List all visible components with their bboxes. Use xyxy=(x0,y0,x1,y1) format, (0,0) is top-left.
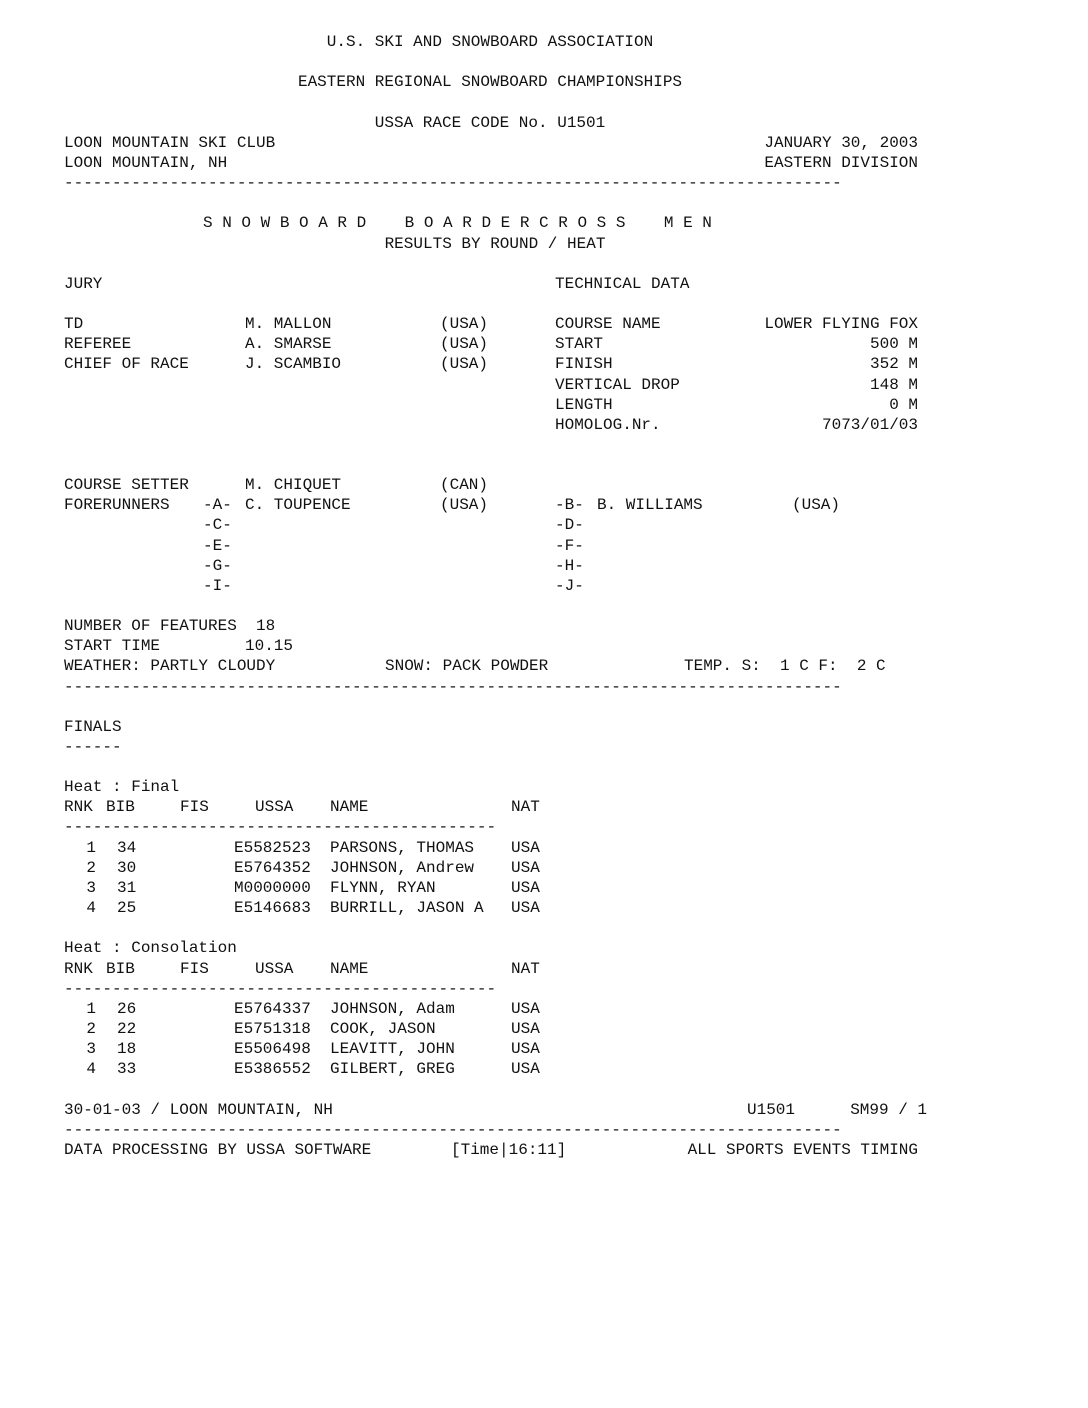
footer-rule: --------------------------------------------------------------------------------- xyxy=(64,1121,842,1139)
result-rank: 3 xyxy=(86,1040,96,1058)
result-bib: 18 xyxy=(117,1040,137,1058)
table-rule: --------------------------------------------- xyxy=(64,980,497,998)
forerunner-name: C. TOUPENCE xyxy=(245,496,351,514)
club-name: LOON MOUNTAIN SKI CLUB xyxy=(64,134,276,152)
jury-nat: (USA) xyxy=(440,315,489,333)
snow: SNOW: PACK POWDER xyxy=(385,657,549,675)
result-ussa: E5764337 xyxy=(234,1000,311,1018)
col-fis: FIS xyxy=(180,960,209,978)
technical-heading: TECHNICAL DATA xyxy=(555,275,690,293)
forerunner-nat: (USA) xyxy=(792,496,841,514)
tech-value: 352 M xyxy=(869,355,918,373)
result-name: JOHNSON, Andrew xyxy=(330,859,475,877)
forerunner-code: -G- xyxy=(203,557,232,575)
forerunner-code: -H- xyxy=(555,557,584,575)
result-nat: USA xyxy=(511,1040,540,1058)
tech-label: START xyxy=(555,335,604,353)
result-name: FLYNN, RYAN xyxy=(330,879,436,897)
col-rnk: RNK xyxy=(64,798,93,816)
club-location: LOON MOUNTAIN, NH xyxy=(64,154,228,172)
division: EASTERN DIVISION xyxy=(764,154,918,172)
forerunner-code: -B- xyxy=(555,496,584,514)
forerunner-code: -I- xyxy=(203,577,232,595)
result-name: LEAVITT, JOHN xyxy=(330,1040,455,1058)
col-fis: FIS xyxy=(180,798,209,816)
tech-label: FINISH xyxy=(555,355,613,373)
jury-name: A. SMARSE xyxy=(245,335,332,353)
result-ussa: E5751318 xyxy=(234,1020,311,1038)
result-bib: 30 xyxy=(117,859,137,877)
col-rnk: RNK xyxy=(64,960,93,978)
result-nat: USA xyxy=(511,839,540,857)
discipline-title: S N O W B O A R D B O A R D E R C R O S S M E N xyxy=(203,214,712,232)
result-rank: 1 xyxy=(86,1000,96,1018)
result-name: GILBERT, GREG xyxy=(330,1060,455,1078)
temperature: TEMP. S: 1 C F: 2 C xyxy=(684,657,886,675)
result-bib: 25 xyxy=(117,899,137,917)
result-nat: USA xyxy=(511,1000,540,1018)
forerunner-code: -D- xyxy=(555,516,584,534)
result-bib: 33 xyxy=(117,1060,137,1078)
tech-label: VERTICAL DROP xyxy=(555,376,680,394)
result-name: BURRILL, JASON A xyxy=(330,899,484,917)
tech-label: LENGTH xyxy=(555,396,613,414)
forerunner-code: -J- xyxy=(555,577,584,595)
col-ussa: USSA xyxy=(255,960,294,978)
tech-value: 7073/01/03 xyxy=(821,416,918,434)
result-name: PARSONS, THOMAS xyxy=(330,839,475,857)
footer-timing: ALL SPORTS EVENTS TIMING xyxy=(687,1141,918,1159)
weather: WEATHER: PARTLY CLOUDY xyxy=(64,657,276,675)
footer-race-code: U1501 xyxy=(747,1101,796,1119)
result-bib: 31 xyxy=(117,879,137,897)
course-setter-label: COURSE SETTER xyxy=(64,476,189,494)
col-ussa: USSA xyxy=(255,798,294,816)
result-nat: USA xyxy=(511,899,540,917)
result-ussa: E5764352 xyxy=(234,859,311,877)
results-subtitle: RESULTS BY ROUND / HEAT xyxy=(384,235,606,253)
jury-nat: (USA) xyxy=(440,335,489,353)
header-rule: --------------------------------------------------------------------------------- xyxy=(64,174,842,192)
result-nat: USA xyxy=(511,1060,540,1078)
tech-value: LOWER FLYING FOX xyxy=(764,315,918,333)
col-name: NAME xyxy=(330,798,369,816)
result-ussa: E5146683 xyxy=(234,899,311,917)
result-nat: USA xyxy=(511,1020,540,1038)
forerunner-code: -E- xyxy=(203,537,232,555)
tech-value: 500 M xyxy=(869,335,918,353)
course-setter-name: M. CHIQUET xyxy=(245,476,342,494)
number-of-features: NUMBER OF FEATURES 18 xyxy=(64,617,276,635)
result-rank: 2 xyxy=(86,859,96,877)
result-rank: 3 xyxy=(86,879,96,897)
start-time-label: START TIME xyxy=(64,637,161,655)
jury-name: M. MALLON xyxy=(245,315,332,333)
result-ussa: E5506498 xyxy=(234,1040,311,1058)
forerunner-code: -C- xyxy=(203,516,232,534)
col-bib: BIB xyxy=(106,960,135,978)
association-title: U.S. SKI AND SNOWBOARD ASSOCIATION xyxy=(326,33,654,51)
forerunner-nat: (USA) xyxy=(440,496,489,514)
race-date: JANUARY 30, 2003 xyxy=(764,134,918,152)
footer-page: SM99 / 1 xyxy=(850,1101,927,1119)
result-nat: USA xyxy=(511,879,540,897)
result-name: JOHNSON, Adam xyxy=(330,1000,455,1018)
forerunners-label: FORERUNNERS xyxy=(64,496,170,514)
tech-value: 0 M xyxy=(889,396,918,414)
jury-heading: JURY xyxy=(64,275,103,293)
start-time-value: 10.15 xyxy=(245,637,294,655)
heat-title: Heat : Final xyxy=(64,778,180,796)
result-rank: 4 xyxy=(86,899,96,917)
forerunner-name: B. WILLIAMS xyxy=(597,496,703,514)
jury-role: REFEREE xyxy=(64,335,132,353)
col-name: NAME xyxy=(330,960,369,978)
result-rank: 1 xyxy=(86,839,96,857)
result-nat: USA xyxy=(511,859,540,877)
col-bib: BIB xyxy=(106,798,135,816)
col-nat: NAT xyxy=(511,798,540,816)
footer-processing: DATA PROCESSING BY USSA SOFTWARE xyxy=(64,1141,372,1159)
forerunner-code: -A- xyxy=(203,496,232,514)
heat-title: Heat : Consolation xyxy=(64,939,237,957)
tech-label: HOMOLOG.Nr. xyxy=(555,416,661,434)
jury-nat: (USA) xyxy=(440,355,489,373)
result-ussa: E5582523 xyxy=(234,839,311,857)
result-rank: 4 xyxy=(86,1060,96,1078)
col-nat: NAT xyxy=(511,960,540,978)
forerunner-code: -F- xyxy=(555,537,584,555)
jury-role: CHIEF OF RACE xyxy=(64,355,189,373)
conditions-rule: --------------------------------------------------------------------------------- xyxy=(64,678,842,696)
result-name: COOK, JASON xyxy=(330,1020,436,1038)
tech-label: COURSE NAME xyxy=(555,315,661,333)
race-code: USSA RACE CODE No. U1501 xyxy=(374,114,606,132)
course-setter-nat: (CAN) xyxy=(440,476,489,494)
table-rule: --------------------------------------------- xyxy=(64,818,497,836)
footer-location: 30-01-03 / LOON MOUNTAIN, NH xyxy=(64,1101,333,1119)
result-rank: 2 xyxy=(86,1020,96,1038)
result-bib: 22 xyxy=(117,1020,137,1038)
result-ussa: M0000000 xyxy=(234,879,311,897)
jury-name: J. SCAMBIO xyxy=(245,355,342,373)
jury-role: TD xyxy=(64,315,84,333)
finals-underline: ------ xyxy=(64,738,122,756)
result-bib: 26 xyxy=(117,1000,137,1018)
result-bib: 34 xyxy=(117,839,137,857)
finals-heading: FINALS xyxy=(64,718,122,736)
tech-value: 148 M xyxy=(869,376,918,394)
result-ussa: E5386552 xyxy=(234,1060,311,1078)
footer-time: [Time|16:11] xyxy=(451,1141,567,1159)
event-title: EASTERN REGIONAL SNOWBOARD CHAMPIONSHIPS xyxy=(297,73,683,91)
